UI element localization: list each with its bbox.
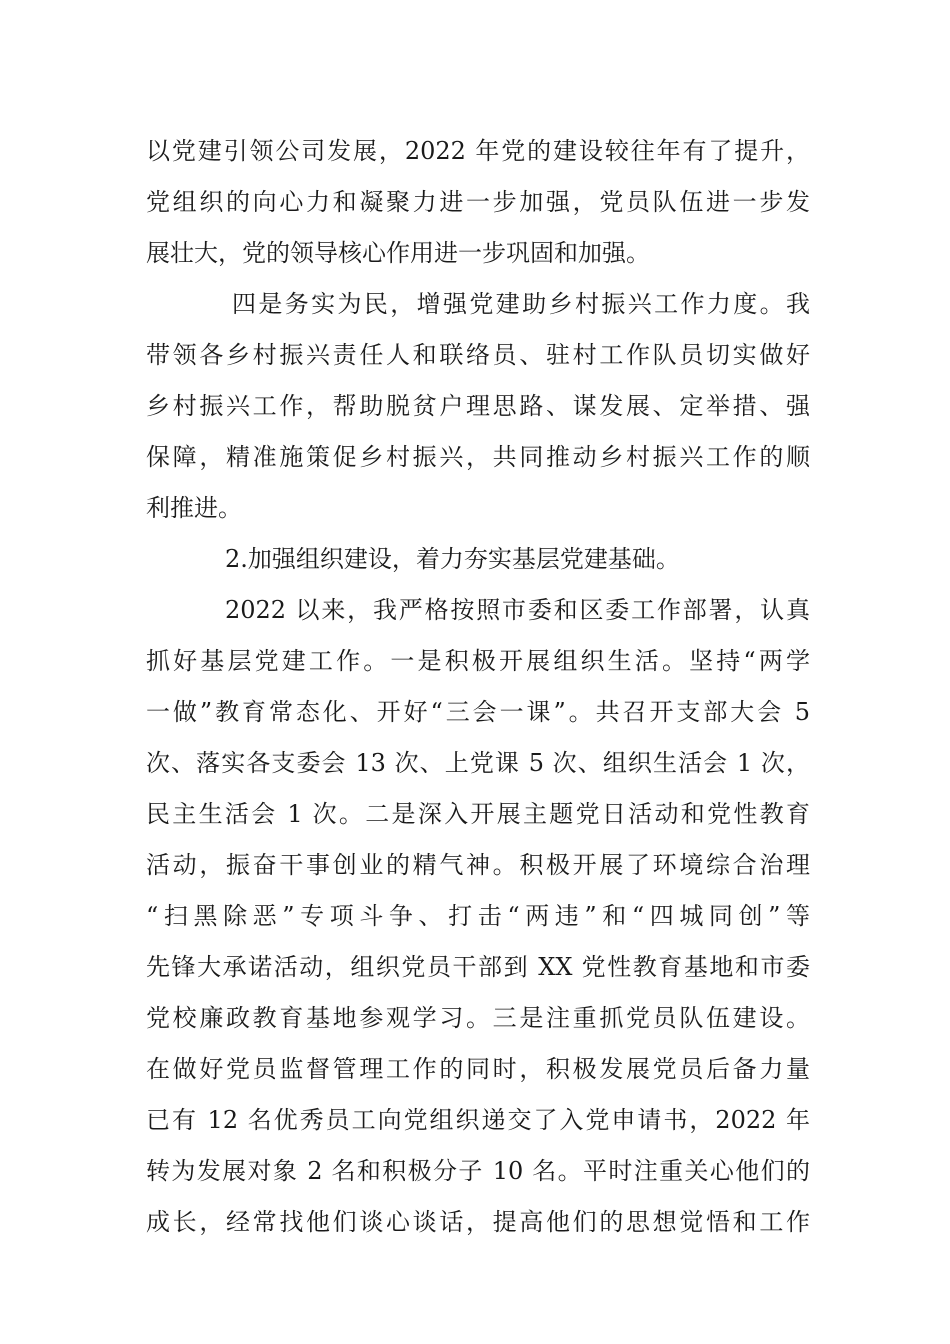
- text-line: “扫黑除恶”专项斗争、打击“两违”和“四城同创”等: [146, 902, 810, 930]
- text-line: 利推进。: [146, 494, 242, 522]
- body-text: [146, 126, 810, 1248]
- text-line: 一做”教育常态化、开好“三会一课”。共召开支部大会 5: [146, 698, 810, 726]
- text-line: 先锋大承诺活动，组织党员干部到 XX 党性教育基地和市委: [146, 953, 810, 981]
- text-line: 2022 以来，我严格按照市委和区委工作部署，认真: [225, 596, 810, 624]
- text-line: 成长，经常找他们谈心谈话，提高他们的思想觉悟和工作: [146, 1208, 810, 1236]
- text-line: 已有 12 名优秀员工向党组织递交了入党申请书，2022 年: [146, 1106, 810, 1134]
- text-line: 展壮大，党的领导核心作用进一步巩固和加强。: [146, 239, 650, 267]
- text-line: 次、落实各支委会 13 次、上党课 5 次、组织生活会 1 次，: [146, 749, 810, 777]
- text-line: 带领各乡村振兴责任人和联络员、驻村工作队员切实做好: [146, 341, 810, 369]
- text-line: 乡村振兴工作，帮助脱贫户理思路、谋发展、定举措、强: [146, 392, 810, 420]
- text-line: 四是务实为民，增强党建助乡村振兴工作力度。我: [232, 290, 810, 318]
- text-line: 抓好基层党建工作。一是积极开展组织生活。坚持“两学: [146, 647, 810, 675]
- text-line: 在做好党员监督管理工作的同时，积极发展党员后备力量: [146, 1055, 810, 1083]
- text-line: 党校廉政教育基地参观学习。三是注重抓党员队伍建设。: [146, 1004, 810, 1032]
- section-heading: 2.加强组织建设，着力夯实基层党建基础。: [225, 545, 680, 573]
- text-line: 转为发展对象 2 名和积极分子 10 名。平时注重关心他们的: [146, 1157, 810, 1185]
- text-line: 以党建引领公司发展，2022 年党的建设较往年有了提升，: [146, 137, 810, 165]
- text-line: 保障，精准施策促乡村振兴，共同推动乡村振兴工作的顺: [146, 443, 810, 471]
- text-line: 活动，振奋干事创业的精气神。积极开展了环境综合治理: [146, 851, 810, 879]
- text-line: 党组织的向心力和凝聚力进一步加强，党员队伍进一步发: [146, 188, 810, 216]
- text-line: 民主生活会 1 次。二是深入开展主题党日活动和党性教育: [146, 800, 810, 828]
